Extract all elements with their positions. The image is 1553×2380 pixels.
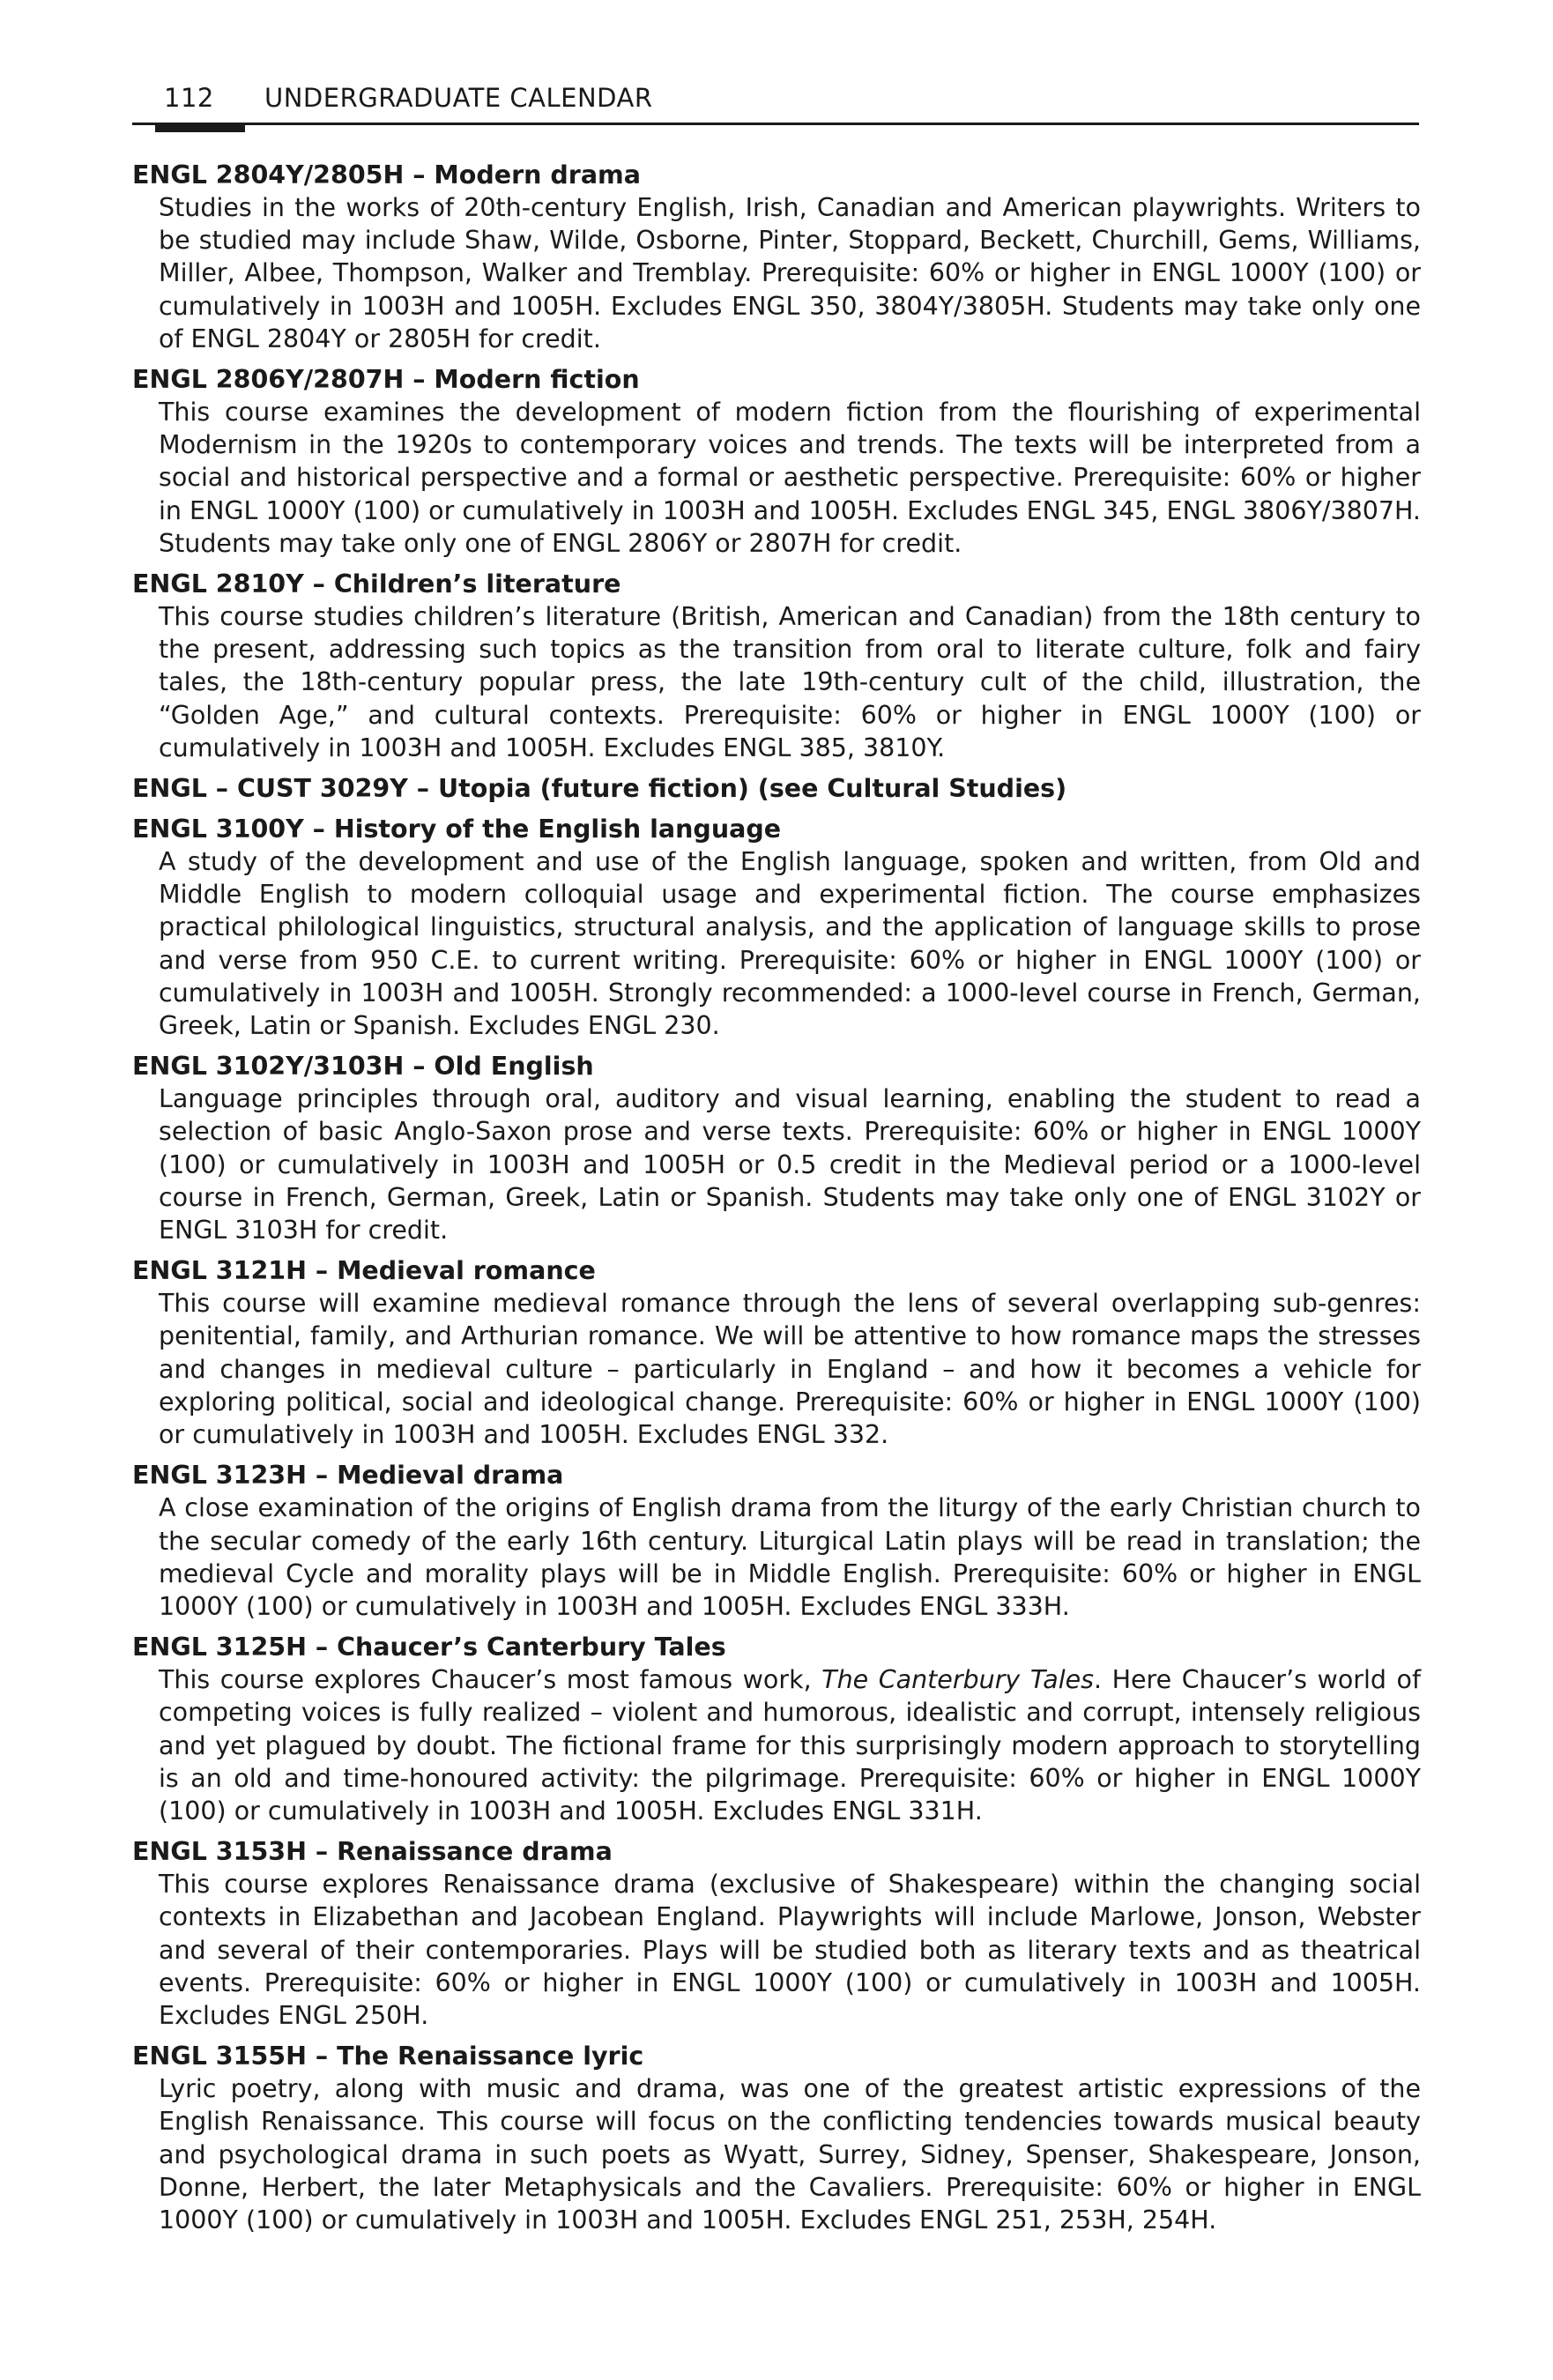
- course-entry: [132, 1835, 1421, 2032]
- course-description: [159, 1663, 1421, 1827]
- course-entry: [132, 813, 1421, 1042]
- page-header: [132, 81, 1419, 125]
- course-entry: [132, 1254, 1421, 1451]
- course-entry: [132, 1459, 1421, 1623]
- course-entry: [132, 159, 1421, 355]
- running-title: UNDERGRADUATE CALENDAR: [264, 83, 653, 113]
- course-title: ENGL 3125H – Chaucer’s Canterbury Tales: [132, 1633, 726, 1662]
- course-title: ENGL 3121H – Medieval romance: [132, 1256, 596, 1286]
- course-entry: [132, 1631, 1421, 1827]
- italic-work-title: The Canterbury Tales: [821, 1665, 1094, 1695]
- course-entry: [132, 772, 1421, 805]
- course-title: ENGL 2806Y/2807H – Modern fiction: [132, 365, 640, 395]
- course-title: ENGL 2804Y/2805H – Modern drama: [132, 160, 641, 190]
- course-description: This course examines the development of modern fiction from the flourishing of experimental Modernism in the 1920s to contemporary voices and trends. The texts will be interpreted from a social and historical perspective and a formal or aesthetic perspective. Prerequisite: 60% or higher in ENGL 1000Y (100) or cumulatively in 1003H and 1005H. Excludes ENGL 345, ENGL 3806Y/3807H. Students may take only one of ENGL 2806Y or 2807H for credit.: [159, 398, 1421, 558]
- course-entry: [132, 1050, 1421, 1246]
- course-title: ENGL 3123H – Medieval drama: [132, 1461, 564, 1491]
- course-entry: [132, 2040, 1421, 2236]
- course-description: This course explores Renaissance drama (exclusive of Shakespeare) within the changing social contexts in Elizabethan and Jacobean England. Playwrights will include Marlowe, Jonson, Webster and several of their contemporaries. Plays will be studied both as literary texts and as theatrical events. Prerequisite: 60% or higher in ENGL 1000Y (100) or cumulatively in 1003H and 1005H. Excludes ENGL 250H.: [159, 1870, 1421, 2030]
- header-rule-tab: [155, 123, 245, 132]
- course-entry: [132, 568, 1421, 764]
- course-list: [132, 159, 1421, 2244]
- course-description: This course studies children’s literature (British, American and Canadian) from the 18th century to the present, addressing such topics as the transition from oral to literate culture, folk and fairy tales, the 18th-century popular press, the late 19th-century cult of the child, illustration, the “Golden Age,” and cultural contexts. Prerequisite: 60% or higher in ENGL 1000Y (100) or cumulatively in 1003H and 1005H. Excludes ENGL 385, 3810Y.: [159, 602, 1421, 762]
- description-text: . Here Chaucer’s world of competing voices is fully realized – violent and humorous, idealistic and corrupt, intensely religious and yet plagued by doubt. The fictional frame for this surprisingly modern approach to storytelling is an old and time-honoured activity: the pilgrimage. Prerequisite: 60% or higher in ENGL 1000Y (100) or cumulatively in 1003H and 1005H. Excludes ENGL 331H.: [159, 1665, 1421, 1826]
- course-description: A study of the development and use of the English language, spoken and written, from Old and Middle English to modern colloquial usage and experimental fiction. The course emphasizes practical philological linguistics, structural analysis, and the application of language skills to prose and verse from 950 C.E. to current writing. Prerequisite: 60% or higher in ENGL 1000Y (100) or cumulatively in 1003H and 1005H. Strongly recommended: a 1000-level course in French, German, Greek, Latin or Spanish. Excludes ENGL 230.: [159, 847, 1421, 1041]
- course-description: This course will examine medieval romance through the lens of several overlapping sub-genres: penitential, family, and Arthurian romance. We will be attentive to how romance maps the stresses and changes in medieval culture – particularly in England – and how it becomes a vehicle for exploring political, social and ideological change. Prerequisite: 60% or higher in ENGL 1000Y (100) or cumulatively in 1003H and 1005H. Excludes ENGL 332.: [159, 1289, 1421, 1450]
- page-number: 112: [164, 83, 214, 113]
- course-title: ENGL 3153H – Renaissance drama: [132, 1837, 613, 1867]
- course-title: ENGL 3155H – The Renaissance lyric: [132, 2042, 644, 2071]
- header-rule: [132, 123, 1419, 125]
- course-title: ENGL 3102Y/3103H – Old English: [132, 1052, 594, 1082]
- description-text: This course explores Chaucer’s most famous work,: [159, 1665, 822, 1695]
- course-description: Studies in the works of 20th-century English, Irish, Canadian and American playwrights. Writers to be studied may include Shaw, Wilde, Osborne, Pinter, Stoppard, Beckett, Churchill, Gems, Williams, Miller, Albee, Thompson, Walker and Tremblay. Prerequisite: 60% or higher in ENGL 1000Y (100) or cumulatively in 1003H and 1005H. Excludes ENGL 350, 3804Y/3805H. Students may take only one of ENGL 2804Y or 2805H for credit.: [159, 193, 1421, 353]
- course-description: Language principles through oral, auditory and visual learning, enabling the student to read a selection of basic Anglo-Saxon prose and verse texts. Prerequisite: 60% or higher in ENGL 1000Y (100) or cumulatively in 1003H and 1005H or 0.5 credit in the Medieval period or a 1000-level course in French, German, Greek, Latin or Spanish. Students may take only one of ENGL 3102Y or ENGL 3103H for credit.: [159, 1084, 1421, 1246]
- course-title: ENGL 3100Y – History of the English language: [132, 814, 782, 844]
- course-description: Lyric poetry, along with music and drama, was one of the greatest artistic expressions of the English Renaissance. This course will focus on the conflicting tendencies towards musical beauty and psychological drama in such poets as Wyatt, Surrey, Sidney, Spenser, Shakespeare, Jonson, Donne, Herbert, the later Metaphysicals and the Cavaliers. Prerequisite: 60% or higher in ENGL 1000Y (100) or cumulatively in 1003H and 1005H. Excludes ENGL 251, 253H, 254H.: [159, 2074, 1421, 2235]
- course-title: ENGL – CUST 3029Y – Utopia (future fiction) (see Cultural Studies): [132, 774, 1067, 804]
- course-entry: [132, 363, 1421, 560]
- course-description: A close examination of the origins of English drama from the liturgy of the early Christian church to the secular comedy of the early 16th century. Liturgical Latin plays will be read in translation; the medieval Cycle and morality plays will be in Middle English. Prerequisite: 60% or higher in ENGL 1000Y (100) or cumulatively in 1003H and 1005H. Excludes ENGL 333H.: [159, 1493, 1421, 1621]
- course-title: ENGL 2810Y – Children’s literature: [132, 569, 621, 599]
